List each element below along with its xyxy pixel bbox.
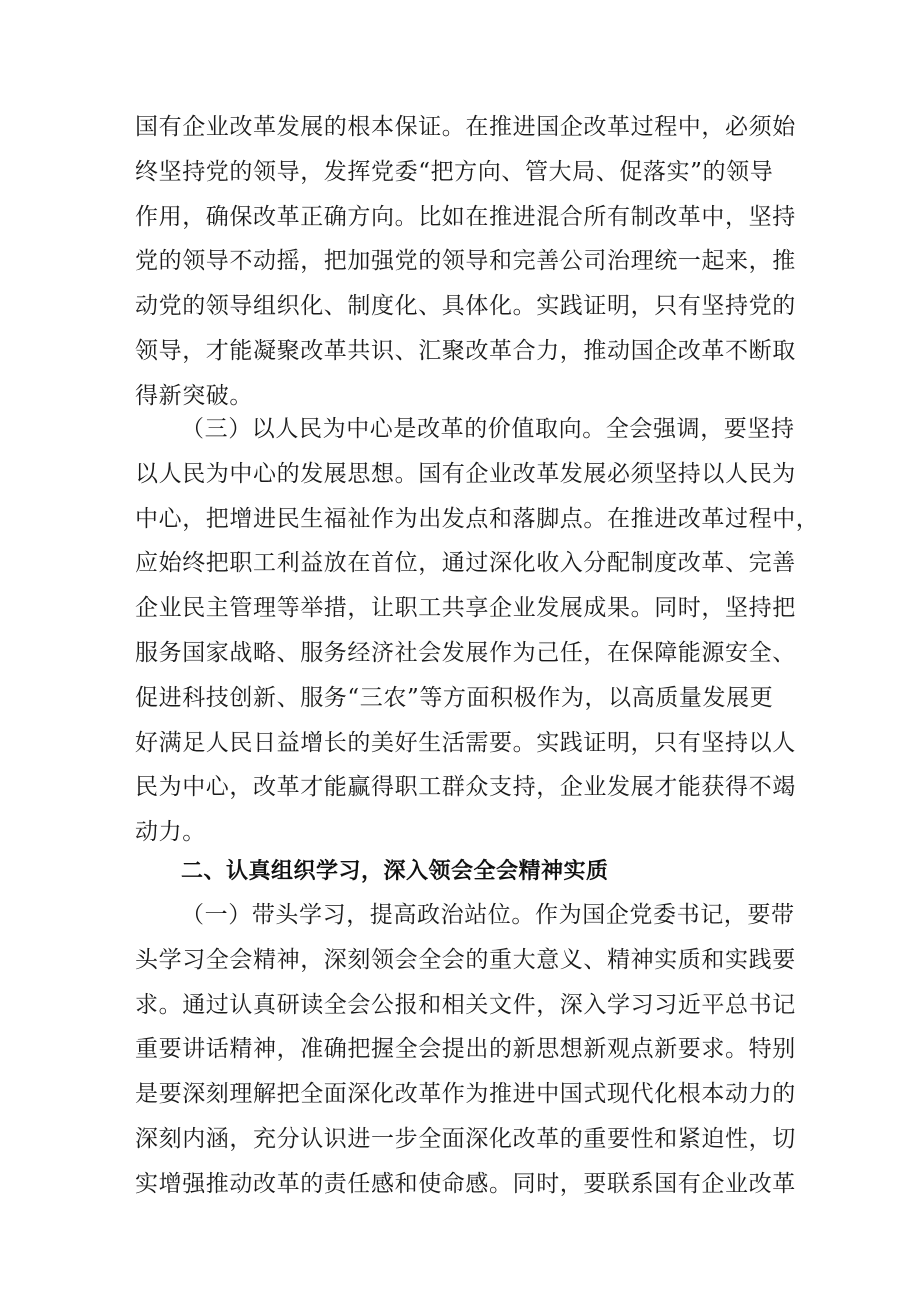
section-heading: 二、认真组织学习，深入领会全会精神实质 <box>181 859 609 884</box>
text-line: 国有企业改革发展的根本保证。在推进国企改革过程中，必须始 <box>135 114 796 140</box>
text-line: 促进科技创新、服务“三农”等方面积极作为，以高质量发展更 <box>135 684 774 711</box>
text-line: 作用，确保改革正确方向。比如在推进混合所有制改革中，坚持 <box>135 203 796 230</box>
text-line: 应始终把职工利益放在首位，通过深化收入分配制度改革、完善 <box>135 550 796 577</box>
text-line: （三）以人民为中心是改革的价值取向。全会强调，要坚持 <box>181 416 795 442</box>
text-line: 民为中心，改革才能赢得职工群众支持，企业发展才能获得不竭 <box>135 774 796 801</box>
text-line: 好满足人民日益增长的美好生活需要。实践证明，只有坚持以人 <box>135 729 796 756</box>
paragraph-party-leadership <box>135 105 796 419</box>
text-line: 实增强推动改革的责任感和使命感。同时，要联系国有企业改革 <box>135 1170 796 1197</box>
paragraph-lead-study <box>135 893 796 1207</box>
text-line: 党的领导不动摇，把加强党的领导和完善公司治理统一起来，推 <box>135 248 796 275</box>
text-line: 深刻内涵，充分认识进一步全面深化改革的重要性和紧迫性，切 <box>135 1125 796 1152</box>
text-line: 服务国家战略、服务经济社会发展作为己任，在保障能源安全、 <box>135 639 796 666</box>
text-line: 求。通过认真研读全会公报和相关文件，深入学习习近平总书记 <box>135 991 796 1018</box>
text-line: 得新突破。 <box>135 382 253 409</box>
text-line: 重要讲话精神，准确把握全会提出的新思想新观点新要求。特别 <box>135 1036 796 1063</box>
text-line: 领导，才能凝聚改革共识、汇聚改革合力，推动国企改革不断取 <box>135 337 796 364</box>
text-line: 是要深刻理解把全面深化改革作为推进中国式现代化根本动力的 <box>135 1081 796 1108</box>
text-line: 中心，把增进民生福祉作为出发点和落脚点。在推进改革过程中， <box>135 505 820 532</box>
paragraph-people-centered <box>135 407 820 855</box>
text-line: 以人民为中心的发展思想。国有企业改革发展必须坚持以人民为 <box>135 460 796 487</box>
text-line: 终坚持党的领导，发挥党委“把方向、管大局、促落实”的领导 <box>135 158 774 185</box>
text-line: 头学习全会精神，深刻领会全会的重大意义、精神实质和实践要 <box>135 946 796 973</box>
text-line: 企业民主管理等举措，让职工共享企业发展成果。同时，坚持把 <box>135 595 796 622</box>
text-line: 动党的领导组织化、制度化、具体化。实践证明，只有坚持党的 <box>135 293 796 320</box>
text-line: （一）带头学习，提高政治站位。作为国企党委书记，要带 <box>181 902 795 928</box>
text-line: 动力。 <box>135 819 206 846</box>
